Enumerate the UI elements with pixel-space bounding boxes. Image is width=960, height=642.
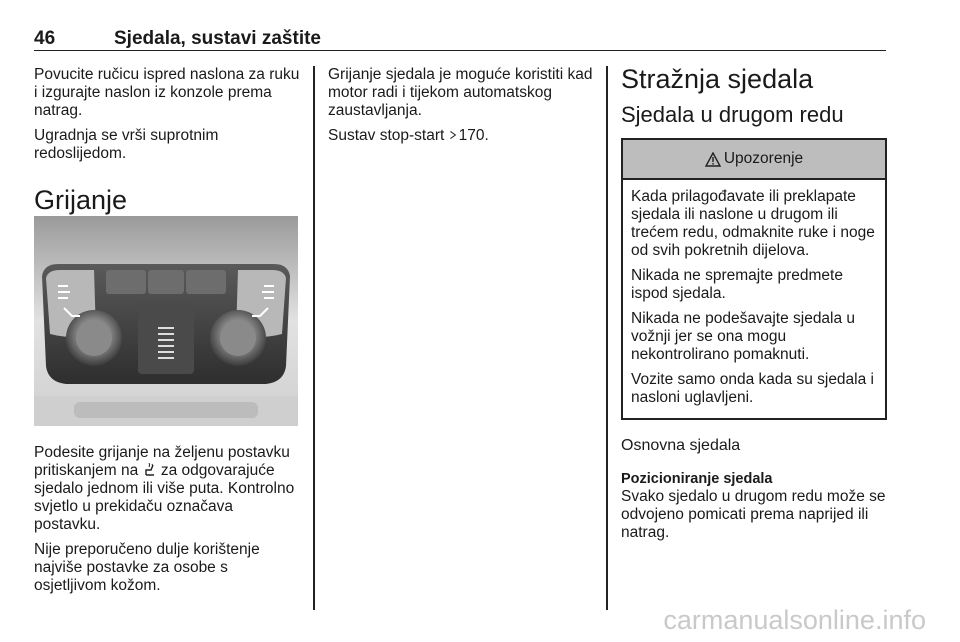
warning-body — [623, 180, 885, 418]
column-1 — [34, 66, 302, 215]
warning-title: Upozorenje — [723, 150, 804, 167]
heating-instruction-end: za odgovarajuće sjedalo jednom ili više puta. Kontrolno svjetlo u prekidaču označava postavku. — [34, 462, 295, 533]
warning-text-4: Vozite samo onda kada su sjedala i nasloni uglavljeni. — [631, 371, 874, 406]
column-divider-1 — [313, 66, 315, 610]
seat-positioning-heading: Pozicioniranje sjedala — [621, 471, 773, 487]
stop-start-label: Sustav stop-start — [328, 127, 449, 144]
stop-start-page-ref[interactable]: 170. — [458, 127, 489, 144]
column-1-lower — [34, 444, 302, 602]
column-3 — [621, 64, 886, 549]
column-2 — [328, 66, 598, 152]
warning-text-2: Nikada ne spremajte predmete ispod sjedala. — [631, 267, 843, 302]
second-row-heading: Sjedala u drugom redu — [621, 102, 844, 127]
column-divider-2 — [606, 66, 608, 610]
stop-start-reference — [328, 127, 598, 145]
warning-text-3: Nikada ne podešavajte sjedala u vožnji jer se ona mogu nekontrolirano pomaknuti. — [631, 310, 856, 363]
seat-positioning-text: Svako sjedalo u drugom redu može se odvojeno pomicati prema naprijed ili natrag. — [621, 488, 886, 541]
watermark: carmanualsonline.info — [663, 605, 926, 635]
warning-triangle-icon — [705, 152, 721, 167]
seat-positioning-paragraph — [621, 470, 886, 542]
heating-instruction — [34, 444, 302, 534]
intro-paragraph-2: Ugradnja se vrši suprotnim redoslijedom. — [34, 127, 219, 162]
page-number: 46 — [34, 28, 56, 49]
heating-usage-paragraph: Grijanje sjedala je moguće koristiti kad motor radi i tijekom automatskog zaustavljanja. — [328, 66, 593, 119]
warning-text-1: Kada prilagođavate ili preklapate sjedala ili naslone u drugom ili trećem redu, odmaknite ruke i noge od svih pokretnih dijelova. — [631, 188, 875, 259]
intro-paragraph-1: Povucite ručicu ispred naslona za ruku i izgurajte naslon iz konzole prema natrag. — [34, 66, 300, 119]
heating-warning-note: Nije preporučeno dulje korištenje najviše postavke za osobe s osjetljivom kožom. — [34, 541, 260, 594]
arrow-right-icon — [449, 128, 459, 142]
basic-seats-heading: Osnovna sjedala — [621, 437, 741, 454]
control-panel-illustration — [34, 216, 298, 426]
heating-control-photo — [34, 216, 298, 426]
rear-seats-heading: Stražnja sjedala — [621, 64, 814, 94]
warning-box — [621, 138, 887, 420]
heating-heading: Grijanje — [34, 185, 128, 215]
heating-instruction-start: Podesite grijanje na željenu postavku pritiskanjem na — [34, 444, 290, 479]
section-title: Sjedala, sustavi zaštite — [114, 28, 321, 49]
warning-header — [623, 140, 885, 180]
page-header — [34, 28, 886, 51]
seat-heat-icon — [143, 463, 157, 477]
